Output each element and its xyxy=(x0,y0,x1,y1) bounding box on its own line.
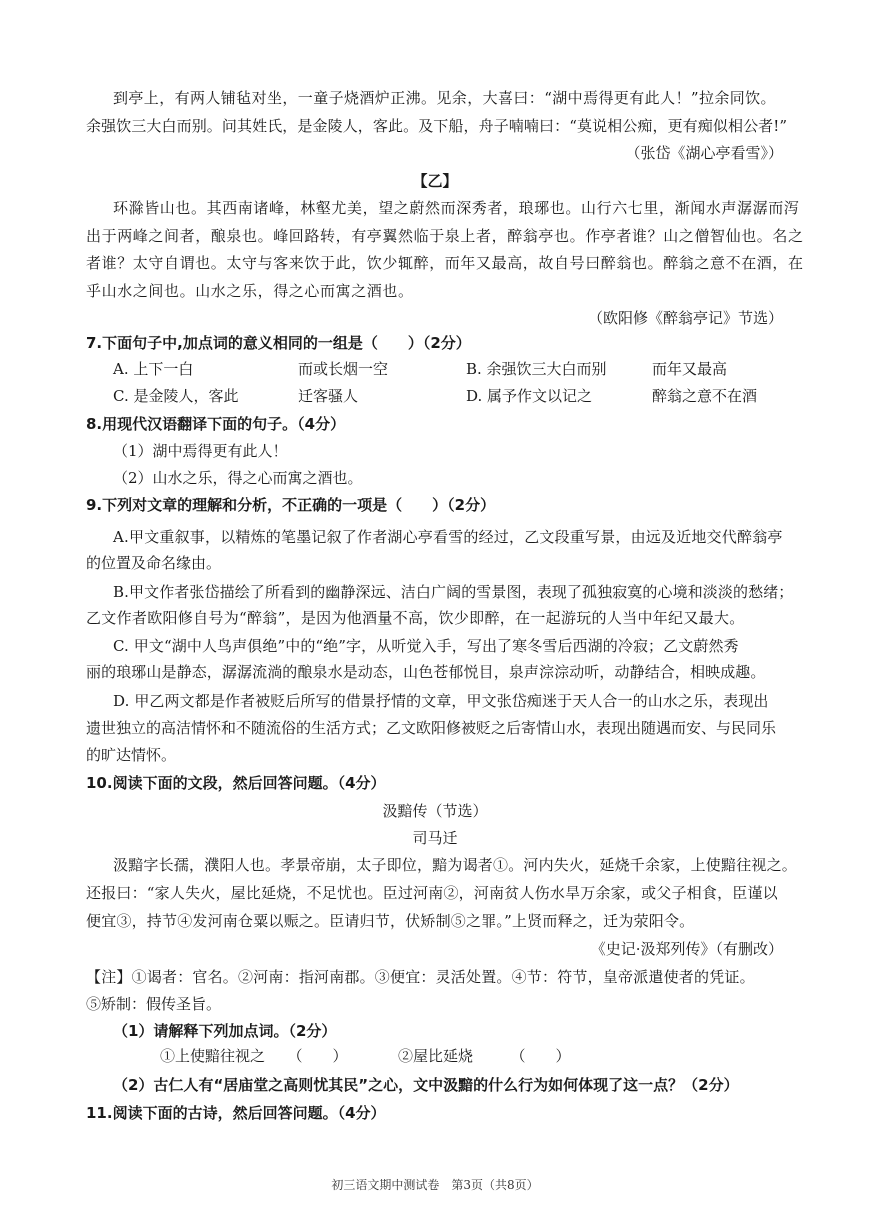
passage-yi-source: （欧阳修《醉翁亭记》节选） xyxy=(587,309,783,327)
q9-option-line: 遗世独立的高洁情怀和不随流俗的生活方式；乙文欧阳修被贬之后寄情山水，表现出随遇而安、与民同乐 xyxy=(86,719,777,737)
q8-sentence-1: （1）湖中焉得更有此人！ xyxy=(113,442,288,460)
passage-yi-line: 出于两峰之间者，酿泉也。峰回路转，有亭翼然临于泉上者，醉翁亭也。作亭者谁？山之僧智仙也。名之 xyxy=(86,227,804,245)
passage-yi-line: 者谁？太守自谓也。太守与客来饮于此，饮少辄醉，而年又最高，故自号曰醉翁也。醉翁之意不在酒，在 xyxy=(86,254,804,272)
q9-option-line: B.甲文作者张岱描绘了所看到的幽静深远、洁白广阔的雪景图，表现了孤独寂寞的心境和淡淡的愁绪； xyxy=(113,583,794,601)
question-8-stem: 8.用现代汉语翻译下面的句子。（4分） xyxy=(86,415,346,433)
q8-sentence-2: （2）山水之乐，得之心而寓之酒也。 xyxy=(113,469,363,487)
q10-passage-line: 汲黯字长孺，濮阳人也。孝景帝崩，太子即位，黯为谒者①。河内失火，延烧千余家，上使黯往视之。 xyxy=(113,856,798,874)
q9-option-line: A.甲文重叙事，以精炼的笔墨记叙了作者湖心亭看雪的经过，乙文段重写景，由远及近地交代醉翁亭 xyxy=(113,528,783,546)
passage-yi-heading: 【乙】 xyxy=(412,172,458,190)
question-10-stem: 10.阅读下面的文段，然后回答问题。（4分） xyxy=(86,774,386,792)
q10-annotation: ⑤矫制：假传圣旨。 xyxy=(86,995,222,1013)
q10-passage-source: 《史记·汲郑列传》（有删改） xyxy=(590,940,783,958)
q7-option-a-left: A. 上下一白 xyxy=(113,360,194,378)
passage-jia-source: （张岱《湖心亭看雪》） xyxy=(625,144,783,162)
q10-subquestion-2: （2）古仁人有“居庙堂之高则忧其民”之心，文中汲黯的什么行为如何体现了这一点？（2分） xyxy=(113,1076,739,1094)
q10-passage-line: 还报曰：“家人失火，屋比延烧，不足忧也。臣过河南②，河南贫人伤水旱万余家，或父子相食，臣谨以 xyxy=(86,884,778,902)
q9-option-line: 丽的琅琊山是静态，潺潺流淌的酿泉水是动态，山色苍郁悦目，泉声淙淙动听，动静结合，相映成趣。 xyxy=(86,663,766,681)
q9-option-line: D. 甲乙两文都是作者被贬后所写的借景抒情的文章，甲文张岱痴迷于天人合一的山水之乐，表现出 xyxy=(113,692,769,710)
q7-option-c-right: 迁客骚人 xyxy=(298,387,359,405)
passage-yi-line: 环滁皆山也。其西南诸峰，林壑尤美，望之蔚然而深秀者，琅琊也。山行六七里，渐闻水声潺潺而泻 xyxy=(113,199,800,217)
q10-sub1-item-a: ①上使黯往视之 （ ） xyxy=(160,1047,348,1065)
q7-option-d-left: D. 属予作文以记之 xyxy=(466,387,593,405)
question-9-stem: 9.下列对文章的理解和分析，不正确的一项是（ ）（2分） xyxy=(86,496,496,514)
q7-option-b-right: 而年又最高 xyxy=(652,360,728,378)
question-11-stem: 11.阅读下面的古诗，然后回答问题。（4分） xyxy=(86,1104,386,1122)
q7-option-d-right: 醉翁之意不在酒 xyxy=(652,387,758,405)
q10-annotation: 【注】①谒者：官名。②河南：指河南郡。③便宜：灵活处置。④节：符节，皇帝派遣使者的凭证。 xyxy=(86,968,755,986)
q10-passage-title: 汲黯传（节选） xyxy=(382,802,488,820)
q9-option-line: 的旷达情怀。 xyxy=(86,746,177,764)
page-footer: 初三语文期中测试卷 第3页（共8页） xyxy=(331,1178,539,1192)
q7-option-a-right: 而或长烟一空 xyxy=(298,360,389,378)
passage-yi-line: 乎山水之间也。山水之乐，得之心而寓之酒也。 xyxy=(86,282,414,300)
q10-sub1-item-b: ②屋比延烧 （ ） xyxy=(398,1047,571,1065)
q9-option-line: C. 甲文“湖中人鸟声俱绝”中的“绝”字，从听觉入手，写出了寒冬雪后西湖的冷寂；乙文蔚然秀 xyxy=(113,637,739,655)
q9-option-line: 乙文作者欧阳修自号为“醉翁”，是因为他酒量不高，饮少即醉，在一起游玩的人当中年纪又最大。 xyxy=(86,609,745,627)
q10-subquestion-1: （1）请解释下列加点词。（2分） xyxy=(113,1022,337,1040)
q7-option-c-left: C. 是金陵人，客此 xyxy=(113,387,239,405)
passage-jia-line: 余强饮三大白而别。问其姓氏，是金陵人，客此。及下船，舟子喃喃曰：“莫说相公痴，更有痴似相公者!” xyxy=(86,117,788,135)
q7-option-b-left: B. 余强饮三大白而别 xyxy=(466,360,607,378)
q10-passage-author: 司马迁 xyxy=(412,829,458,847)
q9-option-line: 的位置及命名缘由。 xyxy=(86,554,222,572)
passage-jia-line: 到亭上，有两人铺毡对坐，一童子烧酒炉正沸。见余，大喜曰：“湖中焉得更有此人！”拉余同饮。 xyxy=(113,89,776,107)
q10-passage-line: 便宜③，持节④发河南仓粟以赈之。臣请归节，伏矫制⑤之罪。”上贤而释之，迁为荥阳令。 xyxy=(86,912,695,930)
question-7-stem: 7.下面句子中,加点词的意义相同的一组是（ ）（2分） xyxy=(86,334,471,352)
